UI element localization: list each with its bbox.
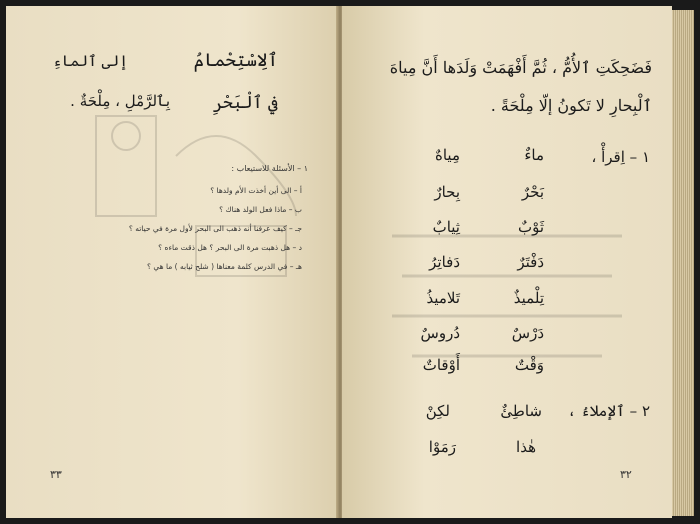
singular-word: ماءٌ	[524, 146, 544, 164]
singular-word: وَقْتٌ	[514, 356, 544, 374]
singular-word: دَفْتَرٌ	[517, 253, 544, 271]
questions-title: ١ – الأسئلة للاستيعاب :	[231, 164, 308, 173]
plural-word: تَلاميذُ	[426, 289, 460, 307]
left-page-number: ٣٣	[50, 468, 62, 481]
left-header-left-2: بِٱلرَّمْلِ ، مِلْحَةٌ .	[70, 92, 170, 110]
plural-word: دَفاتِرُ	[429, 253, 460, 271]
question-c: جـ – كيف عرفنا أنه ذهب الى البحر لأول مرة في حياته ؟	[128, 224, 302, 233]
singular-word: بَحْرٌ	[521, 183, 544, 201]
text-line-2: ٱلْبِحارِ لا تَكونُ إلّا مِلْحَةً .	[490, 96, 652, 115]
dictation-word: لكِنْ	[425, 402, 450, 420]
plural-word: أَوْقاتٌ	[422, 356, 460, 374]
exercise-2-label: ٢ – ٱلإملاءُ ،	[567, 402, 650, 420]
right-page-number: ٣٢	[620, 468, 632, 481]
question-e: هـ – في الدرس كلمة معناها ( شلح ثيابه ) ما هي ؟	[147, 262, 302, 271]
dictation-word: شاطِئٌ	[500, 402, 542, 420]
show-through-text	[382, 206, 632, 426]
exercise-1-label: ١ – اِقرأْ ،	[591, 148, 650, 166]
dictation-word: رَمَوْا	[428, 438, 456, 456]
question-b: ب – ماذا فعل الولد هناك ؟	[219, 205, 302, 214]
plural-word: دُروسٌ	[420, 324, 460, 342]
left-header-right-1: ٱلِاسْتِحْمامُ	[193, 50, 278, 71]
plural-word: مِياهٌ	[435, 146, 460, 164]
left-header-left-1: إلى ٱلماءِ	[52, 52, 128, 70]
page-edges	[672, 10, 694, 516]
singular-word: تِلْميذٌ	[513, 289, 544, 307]
dictation-word: هٰذا	[516, 438, 536, 456]
left-header-right-2: في ٱلْبَحْرِ	[212, 93, 278, 113]
plural-word: ثِيابٌ	[432, 218, 460, 236]
text-line-1: فَضَحِكَتِ ٱلأُمُّ ، ثُمَّ أَفْهَمَتْ وَلَدَها أَنَّ مِياهَ	[389, 58, 652, 77]
question-d: د – هل ذهبت مرة الى البحر ؟ هل ذقت ماءه ؟	[158, 243, 302, 252]
singular-word: ثَوْبٌ	[517, 218, 544, 236]
plural-word: بِحارٌ	[434, 183, 460, 201]
question-a: أ – الى أين أخذت الأم ولدها ؟	[210, 186, 302, 195]
open-book	[6, 6, 694, 518]
right-page	[342, 6, 672, 518]
singular-word: دَرْسٌ	[511, 324, 544, 342]
left-page	[6, 6, 338, 518]
